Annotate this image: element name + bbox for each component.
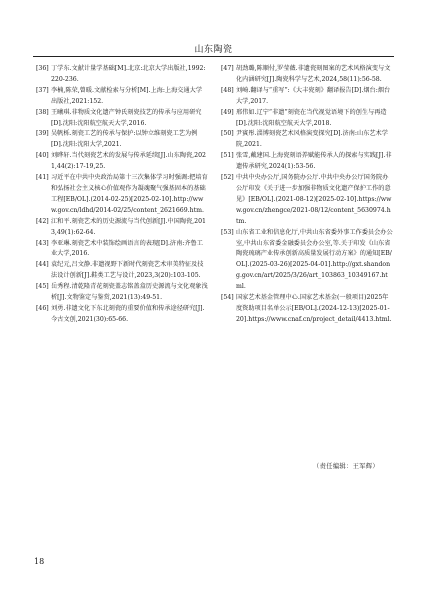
reference-entry (221, 293, 393, 326)
reference-entry (36, 173, 208, 217)
reference-text: 刘勇.非遗文化下东北刻瓷的重要价值和传承途径研究[J].今古文创,2021(30):65-66. (51, 304, 205, 323)
reference-number: [39] (36, 130, 49, 138)
reference-entry (221, 86, 393, 108)
reference-number: [38] (36, 108, 49, 116)
reference-text: 王曦琪.非物质文化遗产钟氏刻瓷技艺的传承与应用研究[D].沈阳:沈阳航空航天大学,2016. (51, 108, 202, 127)
reference-text: 刘崎.翻译与“重写”:《大丰瓷刻》翻译报告[D].烟台:烟台大学,2017. (236, 86, 391, 105)
reference-entry (36, 304, 208, 326)
reference-entry (221, 108, 393, 130)
reference-number: [40] (36, 152, 49, 160)
reference-number: [53] (221, 228, 234, 236)
reference-number: [51] (221, 152, 234, 160)
reference-entry (36, 108, 208, 130)
reference-entry (36, 260, 208, 282)
reference-entry (36, 239, 208, 261)
reference-number: [41] (36, 174, 49, 182)
reference-entry (36, 86, 208, 108)
reference-number: [46] (36, 304, 49, 312)
responsible-editor-note: （责任编辑：王军辉） (313, 463, 379, 470)
reference-entry (36, 282, 208, 304)
reference-number: [43] (36, 239, 49, 247)
reference-number: [37] (36, 86, 49, 94)
reference-text: 刘晔轩.当代刻瓷艺术的发展与传承延续[J].山东陶瓷,2021,44(2):17-19,25. (51, 152, 206, 171)
page-number: 18 (34, 557, 45, 566)
reference-text: 江和平.刻瓷艺术的历史源流与当代创新[J].中国陶瓷,2013,49(1):62-64. (51, 217, 206, 236)
reference-entry (221, 151, 393, 173)
reference-text: 岳秀程.清乾隆青花刻瓷盖志铭盖盒历史源流与文化观象浅析[J].文物鉴定与鉴赏,2021(13):49-51. (51, 283, 208, 302)
reference-text: 国家艺术基金管理中心.国家艺术基金(一般项目)2025年度资助项目名单公示[EB/OL].(2024-12-13)[2025-01-20].https://www.cnaf.cn/project_detail/4413.html. (236, 294, 392, 323)
reference-text: 山东省工业和信息化厅,中共山东省委外事工作委员会办公室,中共山东省委金融委员会办公室,等.关于印发《山东省陶瓷琉璃产业传承创新高质量发展行动方案》的通知[EB/OL].(2025-03-26)[2025-04-01].http://gxt.shandong.gov.cn/art/2025/3/26/art_103863_10349167.html. (236, 228, 393, 291)
reference-text: 胡劲璐,陈顺付,罗莹薇.非遗瓷刻图案的艺术风格演变与文化内涵研究[J].陶瓷科学与艺术,2024,58(11):56-58. (236, 65, 391, 83)
reference-text: 丁学东.文献计量学基础[M].北京:北京大学出版社,1992:220-236. (51, 65, 206, 83)
reference-number: [54] (221, 294, 234, 302)
reference-entry (221, 129, 393, 151)
running-header-title: 山东陶瓷 (194, 45, 233, 55)
reference-number: [47] (221, 65, 234, 72)
reference-entry (36, 129, 208, 151)
reference-entry (36, 217, 208, 239)
reference-number: [44] (36, 261, 49, 269)
reference-entry (221, 64, 393, 86)
reference-text: 李楠,陈荣,曾暖.文献检索与分析[M].上海:上海交通大学出版社,2021:152. (51, 86, 203, 105)
reference-number: [52] (221, 174, 234, 182)
reference-entry (221, 228, 393, 293)
reference-entry (36, 64, 208, 86)
reference-number: [42] (36, 217, 49, 225)
reference-text: 中共中央办公厅,国务院办公厅.中共中央办公厅国务院办公厅印发《关于进一步加强非物质文化遗产保护工作的意见》[EB/OL].(2021-08-12)[2025-02-10].https://www.gov.cn/zhengce/2021-08/12/content_5630974.htm. (236, 174, 392, 225)
reference-entry (36, 151, 208, 173)
reference-text: 李亚琳.刻瓷艺术中装饰绘画语言的表现[D].济南:齐鲁工业大学,2016. (51, 239, 203, 258)
reference-number: [45] (36, 283, 49, 291)
reference-text: 邢伟如.辽宁“非遗”刻瓷在当代视觉语境下的创生与再造[D].沈阳:沈阳航空航天大学,2018. (236, 108, 387, 127)
reference-text: 张雪,戴建国.上海瓷刻语养赋能传承人的探索与实践[J].非遗传承研究,2024(1):53-56. (236, 152, 392, 171)
header-rule (33, 56, 394, 57)
reference-text: 尹賓彤.淄博刻瓷艺术风格演变探究[D].济南:山东艺术学院,2021. (236, 130, 388, 149)
reference-text: 袁纪元,吕文静.非遗视野下新时代刻瓷艺术审美特征及技法设计创新[J].鞋类工艺与设计,2023,3(20):103-105. (51, 261, 204, 280)
references-right-column (221, 64, 393, 326)
reference-text: 吴帆栎.刻瓷工艺的传承与保护:以钟立维刻瓷工艺为例[D].沈阳:沈阳大学,2021. (51, 130, 198, 149)
reference-number: [49] (221, 108, 234, 116)
reference-number: [48] (221, 86, 234, 94)
references-left-column (36, 64, 208, 326)
reference-number: [50] (221, 130, 234, 138)
reference-number: [36] (36, 65, 49, 72)
reference-text: 习近平在中共中央政治局第十三次集体学习时强调:把培育和弘扬社会主义核心价值观作为凝魂聚气强基固本的基础工程[EB/OL].(2014-02-25)[2025-02-10].http://www.gov.cn/ldhd/2014-02/25/content_2621669.htm. (51, 174, 208, 214)
reference-entry (221, 173, 393, 228)
